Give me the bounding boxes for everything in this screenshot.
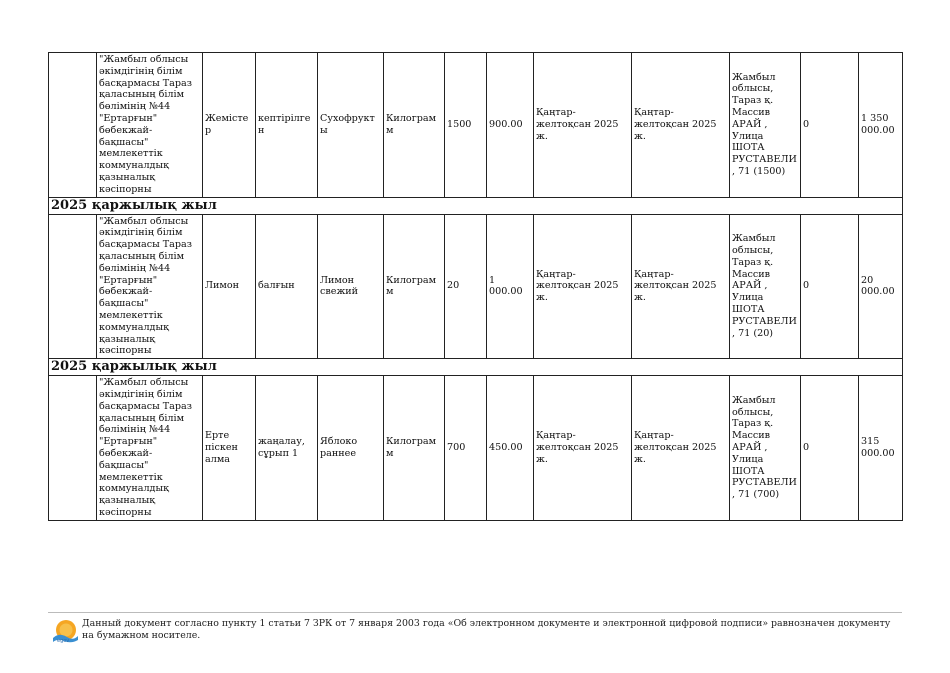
table-row <box>49 53 903 198</box>
col-quantity: 20 <box>445 214 487 359</box>
col-total: 315 000.00 <box>859 376 903 521</box>
col-customer: "Жамбыл облысы әкімдігінің білім басқармасы Тараз қаласының білім бөлімінің №44 "Ертарғын" бөбекжай-бақшасы" мемлекеттік коммуналдық қазыналық кәсіпорны <box>97 376 203 521</box>
col-advance: 0 <box>801 53 859 198</box>
col-number <box>49 53 97 198</box>
col-number <box>49 376 97 521</box>
col-characteristic: жаңалау, сұрып 1 <box>256 376 318 521</box>
col-description: Яблоко раннее <box>318 376 384 521</box>
col-item-name: Лимон <box>203 214 256 359</box>
table-row <box>49 214 903 359</box>
col-characteristic: балғын <box>256 214 318 359</box>
col-delivery-address: Жамбыл облысы, Тараз қ. Массив АРАЙ , Улица ШОТА РУСТАВЕЛИ, 71 (20) <box>730 214 801 359</box>
col-description: Сухофрукты <box>318 53 384 198</box>
col-price: 1 000.00 <box>487 214 534 359</box>
col-price: 900.00 <box>487 53 534 198</box>
col-number <box>49 214 97 359</box>
col-quantity: 700 <box>445 376 487 521</box>
svg-text:egov: egov <box>57 638 70 644</box>
col-payment-period: Қаңтар-желтоқсан 2025 ж. <box>632 214 730 359</box>
col-unit: Килограмм <box>384 53 445 198</box>
year-header-label: 2025 қаржылық жыл <box>49 197 903 214</box>
col-price: 450.00 <box>487 376 534 521</box>
col-unit: Килограмм <box>384 376 445 521</box>
col-delivery-period: Қаңтар-желтоқсан 2025 ж. <box>534 214 632 359</box>
year-header-row <box>49 197 903 214</box>
col-customer: "Жамбыл облысы әкімдігінің білім басқармасы Тараз қаласының білім бөлімінің №44 "Ертарғын" бөбекжай-бақшасы" мемлекеттік коммуналдық қазыналық кәсіпорны <box>97 53 203 198</box>
col-characteristic: кептірілген <box>256 53 318 198</box>
egov-sun-logo-icon <box>51 618 79 644</box>
year-header-row <box>49 359 903 376</box>
col-delivery-address: Жамбыл облысы, Тараз қ. Массив АРАЙ , Улица ШОТА РУСТАВЕЛИ, 71 (700) <box>730 376 801 521</box>
col-advance: 0 <box>801 376 859 521</box>
col-total: 20 000.00 <box>859 214 903 359</box>
col-quantity: 1500 <box>445 53 487 198</box>
col-payment-period: Қаңтар-желтоқсан 2025 ж. <box>632 376 730 521</box>
col-unit: Килограмм <box>384 214 445 359</box>
table-row <box>49 376 903 521</box>
col-delivery-address: Жамбыл облысы, Тараз қ. Массив АРАЙ , Улица ШОТА РУСТАВЕЛИ, 71 (1500) <box>730 53 801 198</box>
col-payment-period: Қаңтар-желтоқсан 2025 ж. <box>632 53 730 198</box>
col-description: Лимон свежий <box>318 214 384 359</box>
col-item-name: Ерте піскен алма <box>203 376 256 521</box>
footer <box>48 612 902 644</box>
col-total: 1 350 000.00 <box>859 53 903 198</box>
col-advance: 0 <box>801 214 859 359</box>
col-delivery-period: Қаңтар-желтоқсан 2025 ж. <box>534 376 632 521</box>
table-body <box>49 53 903 521</box>
year-header-label: 2025 қаржылық жыл <box>49 359 903 376</box>
col-customer: "Жамбыл облысы әкімдігінің білім басқармасы Тараз қаласының білім бөлімінің №44 "Ертарғын" бөбекжай-бақшасы" мемлекеттік коммуналдық қазыналық кәсіпорны <box>97 214 203 359</box>
procurement-table <box>48 52 903 521</box>
col-delivery-period: Қаңтар-желтоқсан 2025 ж. <box>534 53 632 198</box>
col-item-name: Жемістер <box>203 53 256 198</box>
footer-legal-text: Данный документ согласно пункту 1 статьи 7 ЗРК от 7 января 2003 года «Об электронном документе и электронной цифровой подписи» равнозначен документу на бумажном носителе. <box>82 618 891 641</box>
